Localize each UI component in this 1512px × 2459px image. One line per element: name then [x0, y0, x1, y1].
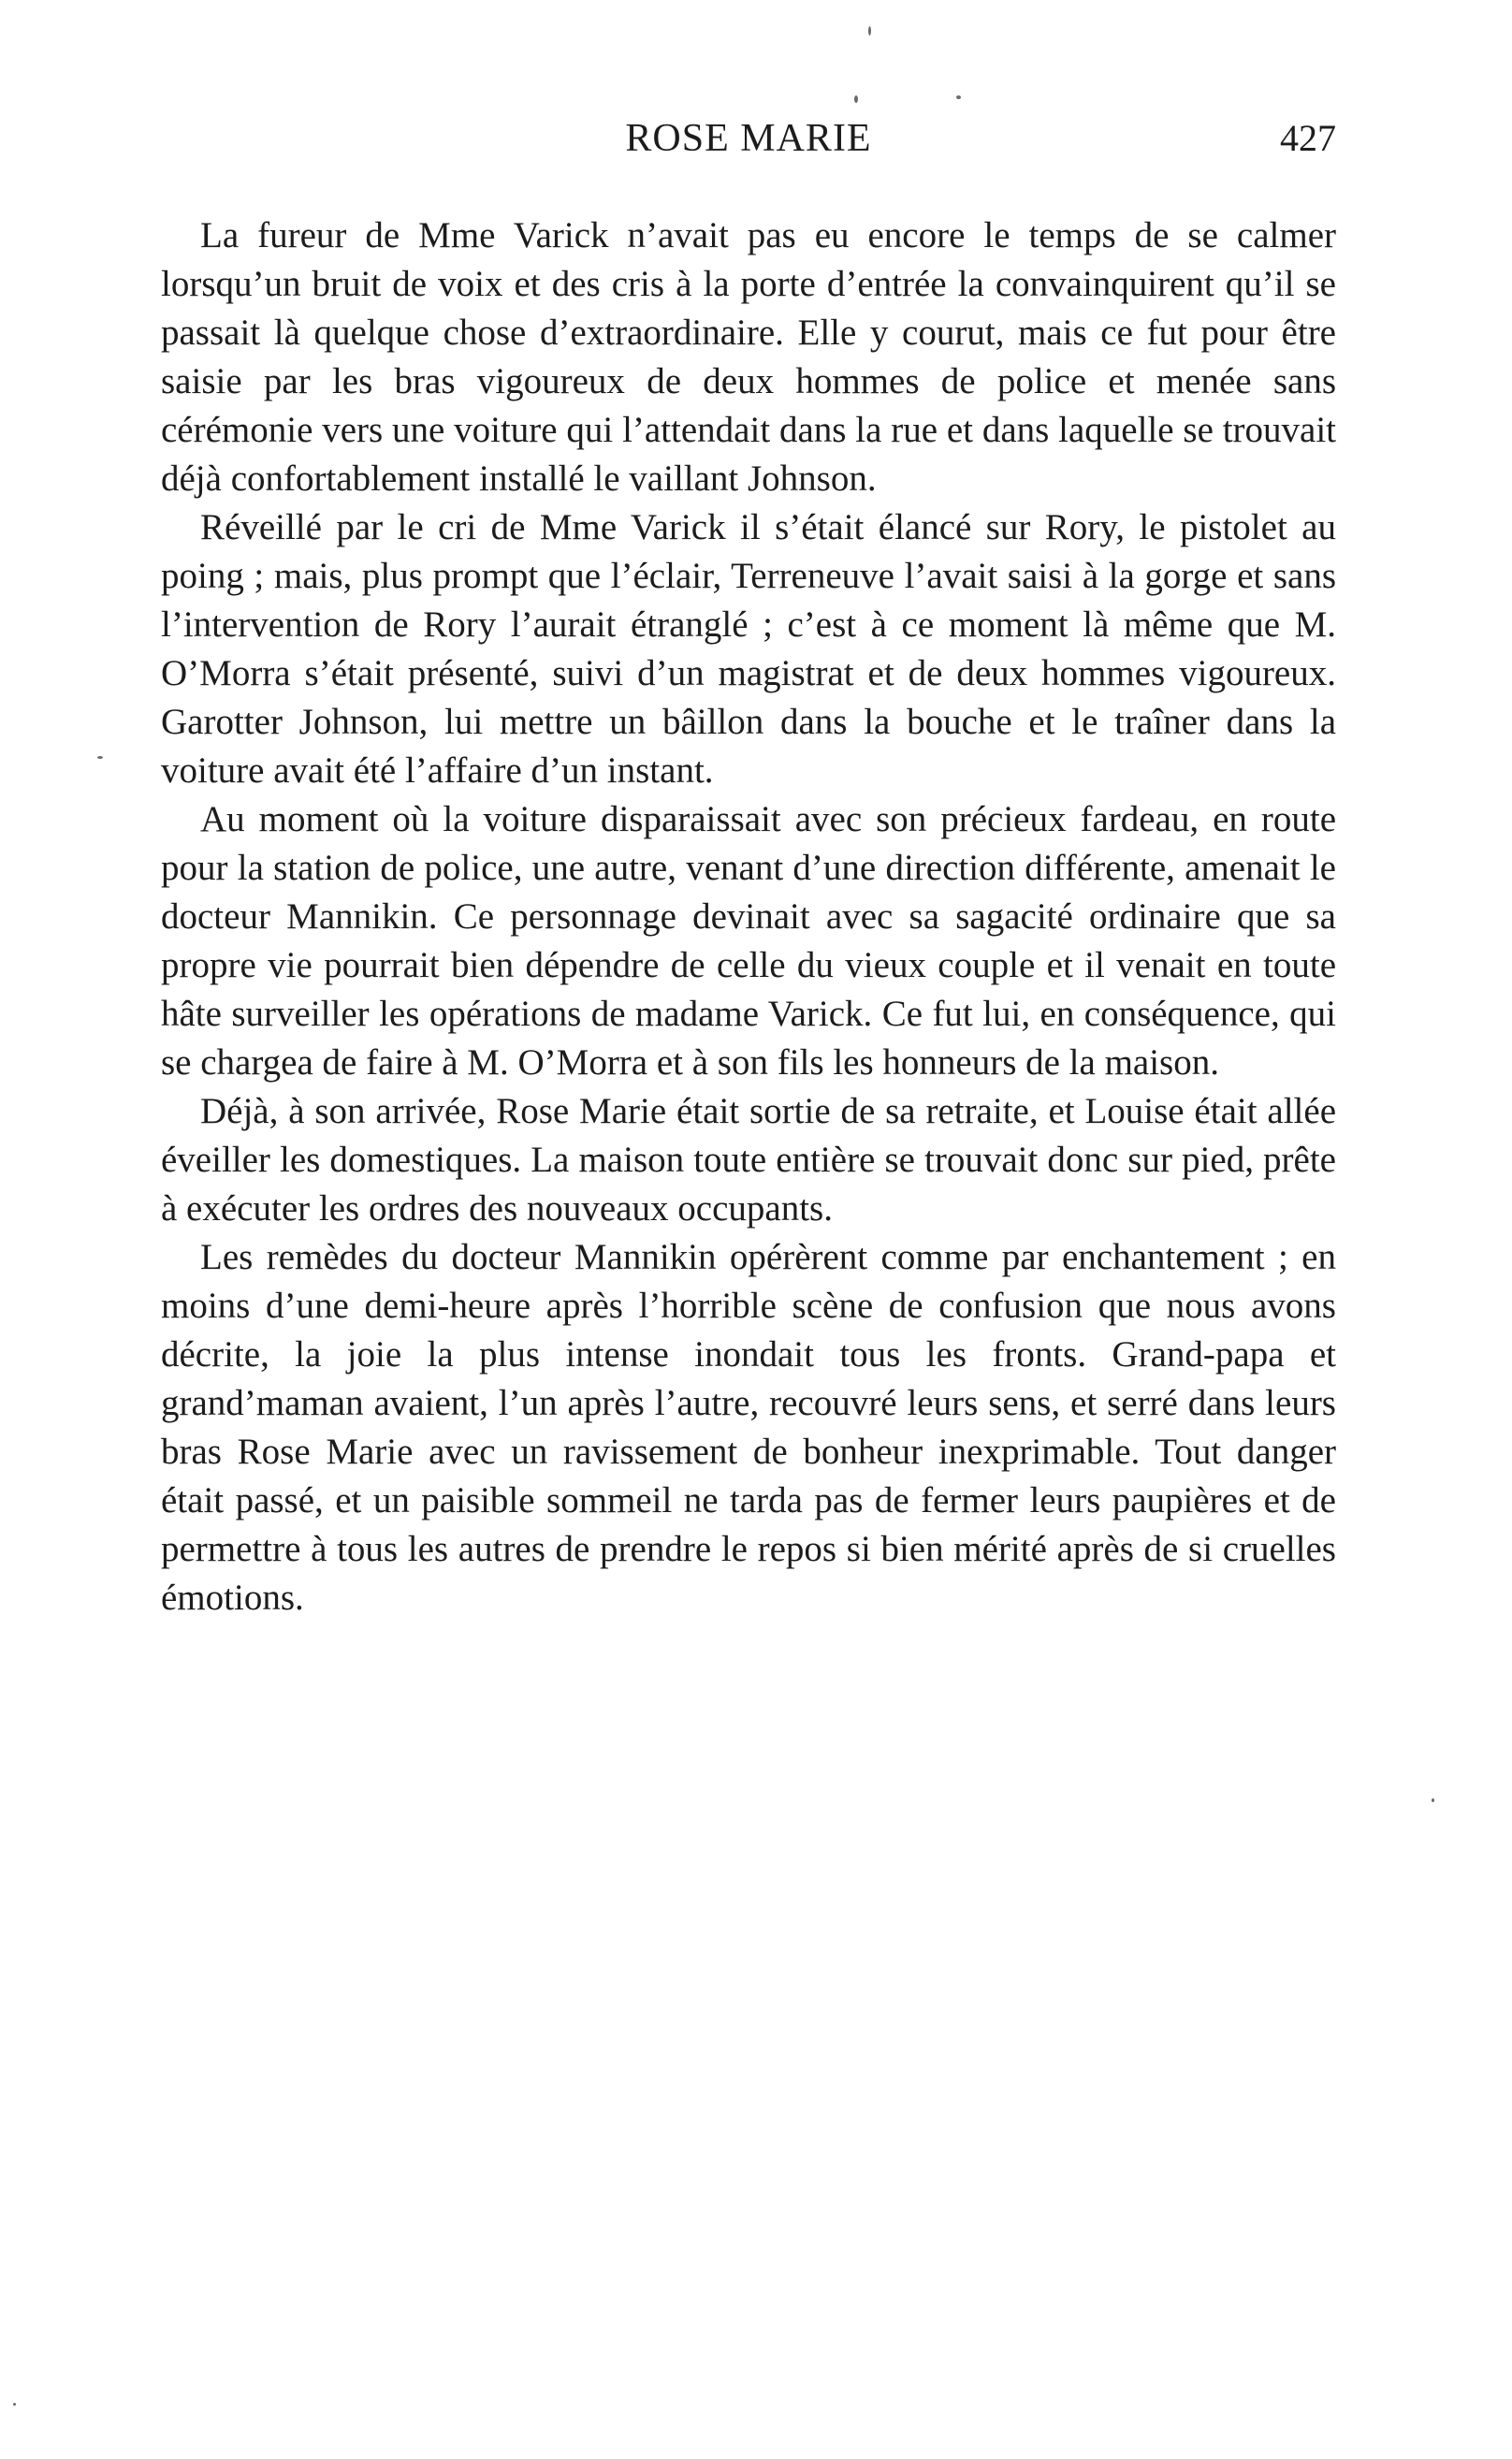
paragraph-2: Réveillé par le cri de Mme Varick il s’était élancé sur Rory, le pistolet au poing ; mais, plus prompt que l’éclair, Terreneuve l’avait saisi à la gorge et sans l’intervention de Rory l’aurait étranglé ; c’est à ce moment là même que M. O’Morra s’était présenté, suivi d’un magistrat et de deux hommes vigoureux. Garotter Johnson, lui mettre un bâillon dans la bouche et le traîner dans la voiture avait été l’affaire d’un instant. — [161, 507, 1336, 791]
paragraph-3: Au moment où la voiture disparaissait avec son précieux fardeau, en route pour la station de police, une autre, venant d’une direction différente, amenait le docteur Mannikin. Ce personnage devinait avec sa sagacité ordinaire que sa propre vie pourrait bien dépendre de celle du vieux couple et il venait en toute hâte surveiller les opérations de madame Varick. Ce fut lui, en conséquence, qui se chargea de faire à M. O’Morra et à son fils les honneurs de la maison. — [161, 799, 1336, 1083]
scan-speck — [97, 756, 103, 759]
page-number: 427 — [1280, 117, 1336, 159]
scan-speck — [956, 95, 961, 99]
paragraph-5: Les remèdes du docteur Mannikin opérèrent comme par enchantement ; en moins d’une demi-heure après l’horrible scène de confusion que nous avons décrite, la joie la plus intense inondait tous les fronts. Grand-papa et grand’maman avaient, l’un après l’autre, recouvré leurs sens, et serré dans leurs bras Rose Marie avec un ravissement de bonheur inexprimable. Tout danger était passé, et un paisible sommeil ne tarda pas de fermer leurs paupières et de permettre à tous les autres de prendre le repos si bien mérité après de si cruelles émotions. — [161, 1237, 1336, 1618]
running-header — [161, 110, 1336, 170]
body-text — [161, 211, 1336, 1622]
running-title: ROSE MARIE — [625, 117, 872, 160]
scan-speck — [1432, 1798, 1434, 1802]
scan-speck — [854, 95, 858, 103]
paragraph-1: La fureur de Mme Varick n’avait pas eu encore le temps de se calmer lorsqu’un bruit de voix et des cris à la porte d’entrée la convainquirent qu’il se passait là quelque chose d’extraordinaire. Elle y courut, mais ce fut pour être saisie par les bras vigoureux de deux hommes de police et menée sans cérémonie vers une voiture qui l’attendait dans la rue et dans laquelle se trouvait déjà confortablement installé le vaillant Johnson. — [161, 215, 1336, 499]
paragraph-4: Déjà, à son arrivée, Rose Marie était sortie de sa retraite, et Louise était allée éveiller les domestiques. La maison toute entière se trouvait donc sur pied, prête à exécuter les ordres des nouveaux occupants. — [161, 1091, 1336, 1229]
scan-speck — [868, 26, 871, 36]
book-page — [161, 110, 1336, 1622]
scan-speck — [13, 2403, 16, 2406]
